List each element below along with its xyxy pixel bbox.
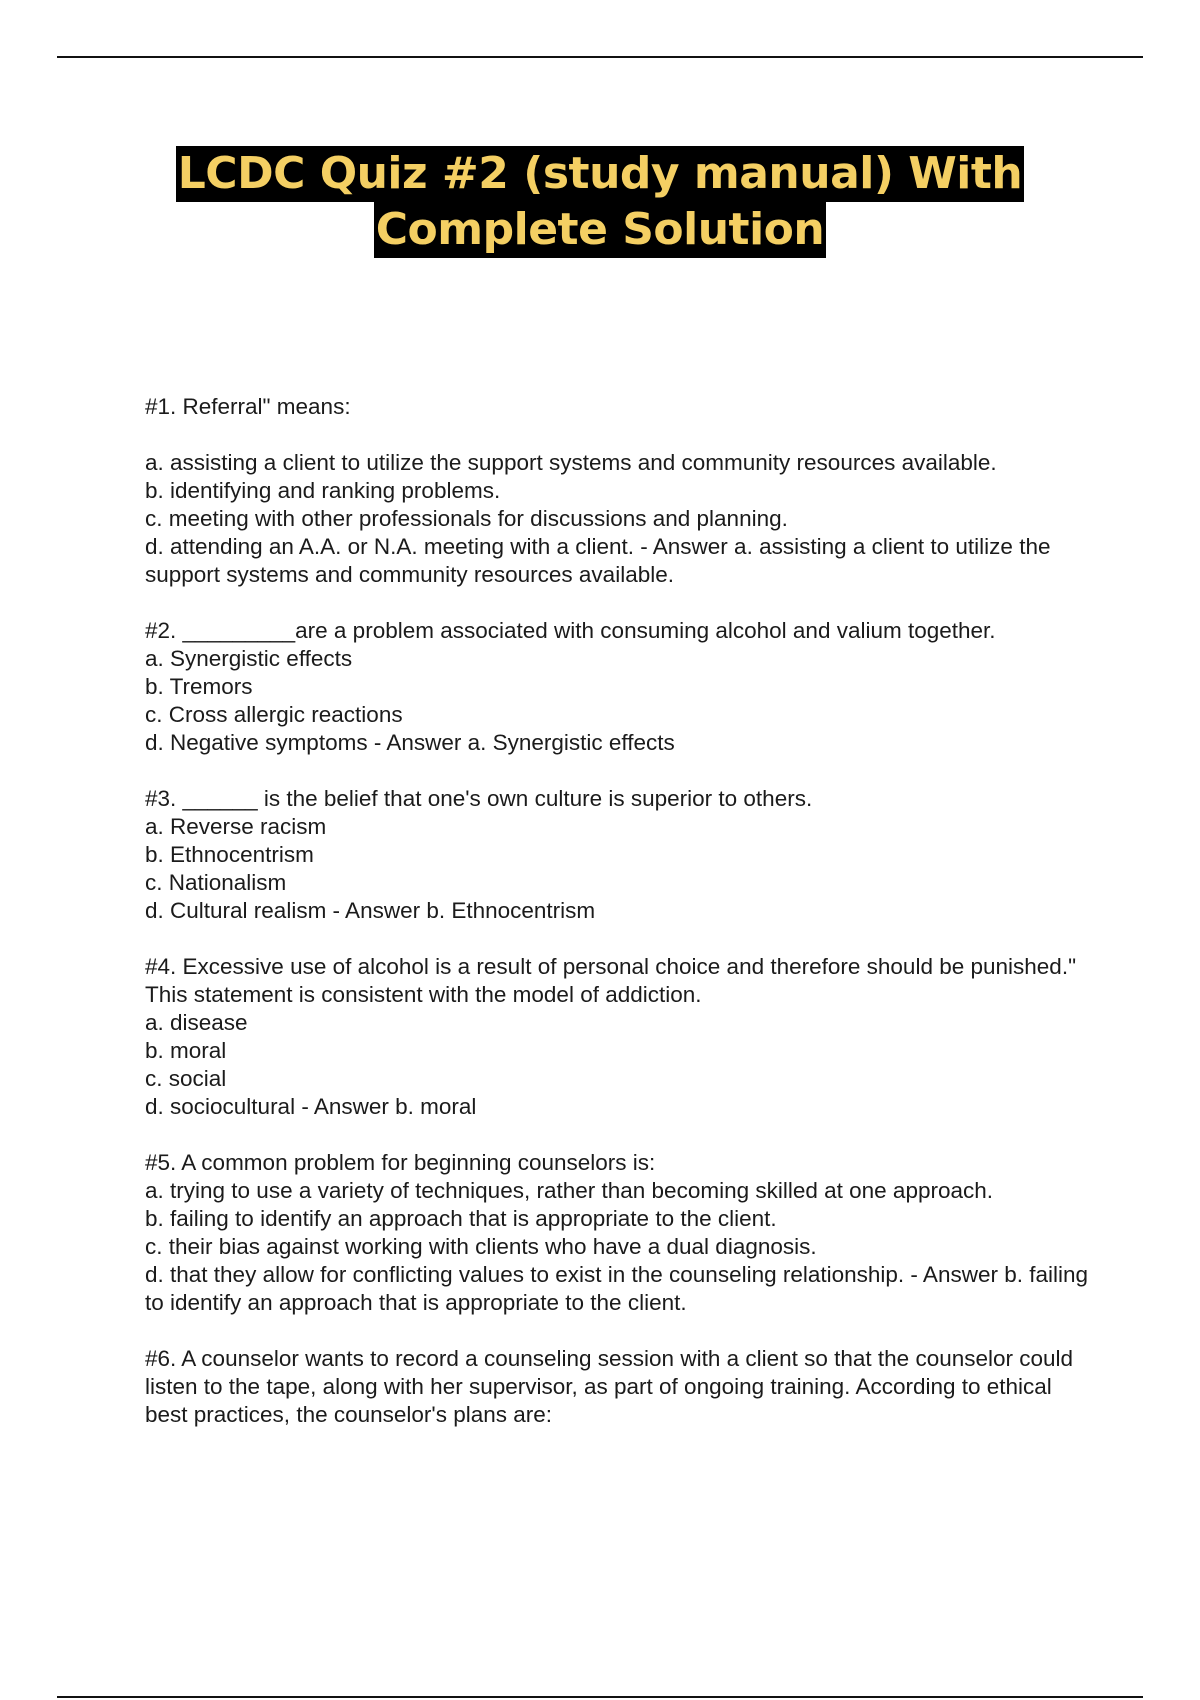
answer-option: a. trying to use a variety of techniques, rather than becoming skilled at one approach.: [145, 1178, 994, 1203]
answer-option: b. identifying and ranking problems.: [145, 478, 501, 503]
answer-option: d. sociocultural - Answer b. moral: [145, 1094, 477, 1119]
question-stem: #5. A common problem for beginning counselors is:: [145, 1150, 656, 1175]
answer-option: c. Cross allergic reactions: [145, 702, 403, 727]
answer-option: b. failing to identify an approach that is appropriate to the client.: [145, 1206, 777, 1231]
question-stem: #6. A counselor wants to record a counseling session with a client so that the counselor could listen to the tape, along with her supervisor, as part of ongoing training. According to ethical best practices, the counselor's plans are:: [145, 1346, 1074, 1427]
question-4: [145, 953, 1095, 1121]
answer-option: a. Reverse racism: [145, 814, 327, 839]
answer-option: d. Cultural realism - Answer b. Ethnocentrism: [145, 898, 596, 923]
title-line-1: LCDC Quiz #2 (study manual) With: [176, 146, 1025, 202]
question-3: [145, 785, 1095, 925]
answer-option: c. their bias against working with clients who have a dual diagnosis.: [145, 1234, 817, 1259]
answer-option: b. Ethnocentrism: [145, 842, 314, 867]
answer-option: a. disease: [145, 1010, 248, 1035]
bottom-rule: [57, 1696, 1143, 1698]
answer-option: b. moral: [145, 1038, 227, 1063]
question-1: [145, 393, 1095, 589]
answer-option: a. assisting a client to utilize the support systems and community resources available.: [145, 450, 997, 475]
question-stem: #2. _________are a problem associated with consuming alcohol and valium together.: [145, 618, 996, 643]
title-line-2: Complete Solution: [374, 202, 826, 258]
question-stem: #3. ______ is the belief that one's own culture is superior to others.: [145, 786, 813, 811]
question-2: [145, 617, 1095, 757]
answer-option: b. Tremors: [145, 674, 253, 699]
question-stem: #4. Excessive use of alcohol is a result of personal choice and therefore should be punished." This statement is consistent with the model of addiction.: [145, 954, 1077, 1007]
question-stem: #1. Referral" means:: [145, 394, 351, 419]
answer-option: c. social: [145, 1066, 227, 1091]
answer-option: d. attending an A.A. or N.A. meeting with a client. - Answer a. assisting a client to utilize the support systems and community resources available.: [145, 534, 1051, 587]
question-6: [145, 1345, 1095, 1429]
answer-option: c. meeting with other professionals for discussions and planning.: [145, 506, 788, 531]
top-rule: [57, 56, 1143, 58]
answer-option: c. Nationalism: [145, 870, 287, 895]
answer-option: d. that they allow for conflicting values to exist in the counseling relationship. - Answer b. failing to identify an approach that is appropriate to the client.: [145, 1262, 1089, 1315]
answer-option: a. Synergistic effects: [145, 646, 353, 671]
quiz-content: [145, 393, 1095, 1457]
document-title: [0, 146, 1200, 258]
answer-option: d. Negative symptoms - Answer a. Synergistic effects: [145, 730, 675, 755]
question-5: [145, 1149, 1095, 1317]
